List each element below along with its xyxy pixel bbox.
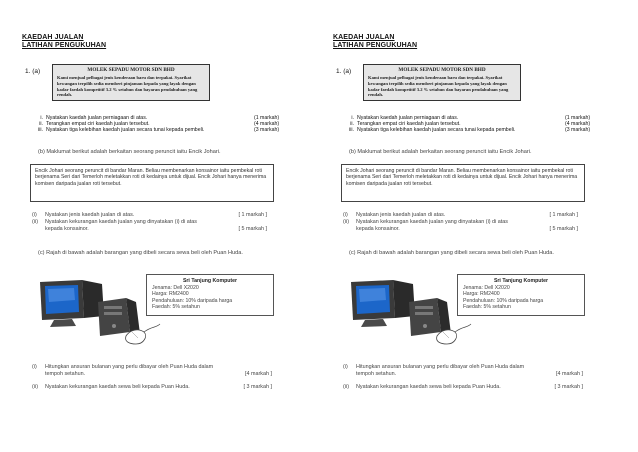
question-1a-items (345, 115, 603, 133)
item-number: i. (40, 115, 43, 121)
item-text: Terangkan empat ciri kaedah jualan tersebut. (357, 121, 461, 127)
item-text: Nyatakan tiga kelebihan kaedah jualan secara tunai kepada pembeli. (46, 127, 205, 133)
list-item (34, 127, 292, 133)
detail-line: Pendahuluan: 10% daripada harga (463, 297, 544, 304)
question-1c-items (32, 364, 272, 391)
advertisement-scan (363, 64, 521, 101)
question-1b-items (343, 212, 578, 233)
item-number: ii. (39, 121, 43, 127)
detail-line: Harga: RM2400 (463, 291, 500, 298)
item-text: Nyatakan jenis kaedah jualan di atas. (45, 212, 135, 218)
detail-line: Faedah: 5% setahun (152, 304, 200, 311)
item-text: Nyatakan tiga kelebihan kaedah jualan secara tunai kepada pembeli. (357, 127, 516, 133)
worksheet-title: KAEDAH JUALAN (333, 34, 395, 41)
detail-line: Jenama: Dell X2020 (463, 284, 510, 291)
question-1a-items (34, 115, 292, 133)
item-number: (i) (343, 364, 348, 370)
list-item (32, 212, 267, 219)
item-marks: (3 markah) (565, 127, 591, 133)
item-text: Nyatakan kaedah jualan perniagaan di atas. (357, 115, 459, 121)
computer-details-box (146, 274, 274, 316)
computer-details-box (457, 274, 585, 316)
item-marks: [ 3 markah ] (243, 384, 272, 390)
worksheet-title: KAEDAH JUALAN (22, 34, 84, 41)
item-text: Nyatakan kekurangan kaedah jualan yang dinyatakan (i) di atas kepada konsainor. (356, 219, 508, 232)
detail-line: Faedah: 5% setahun (463, 304, 511, 311)
item-marks: (1 markah) (254, 115, 280, 121)
list-item (32, 219, 267, 233)
question-1b-items (32, 212, 267, 233)
item-marks: [ 3 markah ] (554, 384, 583, 390)
worksheet-page (22, 0, 322, 452)
question-number: 1. (a) (336, 68, 352, 75)
item-text: Nyatakan kekurangan kaedah sewa beli kepada Puan Huda. (45, 384, 190, 390)
question-1c-items (343, 364, 583, 391)
list-item (32, 384, 272, 391)
item-number: ii. (350, 121, 354, 127)
item-text: Nyatakan jenis kaedah jualan di atas. (356, 212, 446, 218)
item-text: Nyatakan kekurangan kaedah jualan yang dinyatakan (i) di atas kepada konsainor. (45, 219, 197, 232)
item-marks: (1 markah) (565, 115, 591, 121)
item-marks: [ 5 markah ] (238, 226, 267, 232)
advertisement-body: Kami menjual pelbagai jenis kenderaan baru dan terpakai. Syarikat kewangan terpilih sedia memberi pinjaman kepada yang layak dengan kadar faedah kompetitif 3.2 % setahun dan bayaran pendahuluan yang rendah. (368, 75, 509, 98)
list-item (343, 219, 578, 233)
question-number: 1. (a) (25, 68, 41, 75)
item-number: (ii) (343, 219, 349, 225)
detail-line: Jenama: Dell X2020 (152, 284, 199, 291)
detail-line: Harga: RM2400 (152, 291, 189, 298)
worksheet-subtitle: LATIHAN PENGUKUHAN (333, 42, 418, 49)
advertisement-title: MOLEK SEPADU MOTOR SDN BHD (87, 67, 175, 73)
list-item (345, 127, 603, 133)
item-marks: (3 markah) (254, 127, 280, 133)
item-number: i. (351, 115, 354, 121)
item-marks: [ 1 markah ] (549, 212, 578, 218)
retailer-info-box: Encik Johari seorang peruncit di bandar Maran. Beliau membenarkan konsainor iaitu pembekal roti berjenama Seri dari Temerloh meletakkan roti di kedainya untuk dijual. Encik Johari hanya menerima komisen daripada jualan roti tersebut. (341, 164, 585, 202)
question-1c-intro: (c) Rajah di bawah adalah barangan yang dibeli secara sewa beli oleh Puan Huda. (38, 250, 243, 256)
advertisement-scan (52, 64, 210, 101)
item-number: (ii) (32, 384, 38, 390)
item-number: (i) (343, 212, 348, 218)
worksheet-page (333, 0, 633, 452)
question-1c-intro: (c) Rajah di bawah adalah barangan yang dibeli secara sewa beli oleh Puan Huda. (349, 250, 554, 256)
question-1b-intro: (b) Maklumat berikut adalah berkaitan seorang peruncit iaitu Encik Johari. (38, 149, 221, 155)
store-name: Sri Tanjung Komputer (493, 278, 549, 284)
list-item (343, 384, 583, 391)
mouse-illustration-icon (433, 322, 473, 348)
item-marks: [ 5 markah ] (549, 226, 578, 232)
item-text: Hitungkan ansuran bulanan yang perlu dibayar oleh Puan Huda dalam tempoh setahun. (356, 364, 525, 377)
list-item (343, 212, 578, 219)
list-item (343, 364, 583, 378)
question-1b-intro: (b) Maklumat berikut adalah berkaitan seorang peruncit iaitu Encik Johari. (349, 149, 532, 155)
item-number: (ii) (32, 219, 38, 225)
advertisement-body: Kami menjual pelbagai jenis kenderaan baru dan terpakai. Syarikat kewangan terpilih sedia memberi pinjaman kepada yang layak dengan kadar faedah kompetitif 3.2 % setahun dan bayaran pendahuluan yang rendah. (57, 75, 198, 98)
item-number: (i) (32, 212, 37, 218)
item-marks: [4 markah ] (245, 371, 272, 377)
worksheet-subtitle: LATIHAN PENGUKUHAN (22, 42, 107, 49)
detail-line: Pendahuluan: 10% daripada harga (152, 297, 233, 304)
item-text: Nyatakan kekurangan kaedah sewa beli kepada Puan Huda. (356, 384, 501, 390)
mouse-illustration-icon (122, 322, 162, 348)
item-marks: (4 markah) (565, 121, 591, 127)
advertisement-title: MOLEK SEPADU MOTOR SDN BHD (398, 67, 486, 73)
list-item (32, 364, 272, 378)
item-number: (ii) (343, 384, 349, 390)
item-number: (i) (32, 364, 37, 370)
item-text: Terangkan empat ciri kaedah jualan tersebut. (46, 121, 150, 127)
retailer-info-box: Encik Johari seorang peruncit di bandar Maran. Beliau membenarkan konsainor iaitu pembekal roti berjenama Seri dari Temerloh meletakkan roti di kedainya untuk dijual. Encik Johari hanya menerima komisen daripada jualan roti tersebut. (30, 164, 274, 202)
item-text: Hitungkan ansuran bulanan yang perlu dibayar oleh Puan Huda dalam tempoh setahun. (45, 364, 214, 377)
item-marks: [ 1 markah ] (238, 212, 267, 218)
store-name: Sri Tanjung Komputer (182, 278, 238, 284)
item-number: iii. (38, 127, 43, 133)
item-marks: (4 markah) (254, 121, 280, 127)
item-text: Nyatakan kaedah jualan perniagaan di atas. (46, 115, 148, 121)
item-marks: [4 markah ] (556, 371, 583, 377)
item-number: iii. (349, 127, 354, 133)
